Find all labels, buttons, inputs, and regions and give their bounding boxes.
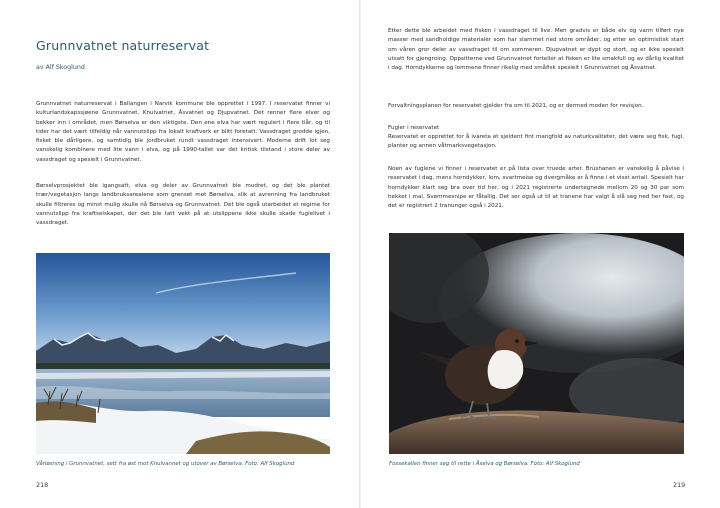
dipper-bird-photo	[389, 233, 684, 454]
article-title: Grunnvatnet naturreservat	[36, 38, 210, 53]
body-paragraph-3: Etter dette ble arbeidet med fisken i vassdraget til live. Men gradvis er både elv og vann tilført nye masser med sandholdige materialer som har slammet ned store områder, og etter en optimistisk start om våren gror deler av vassdraget til om sommeren. Djupvatnet er dypt og stort, og er ikke spesielt utsatt for gjengroing. Oppsitterne ved Grunnvatnet forteller at fisken er lite smakfull og av dårlig kvalitet i dag. Horndykkerne og lommene finner rikelig med småfisk spesielt i Grunnvatnet og Åsvatnet.	[388, 28, 684, 72]
page-number-right: 219	[673, 481, 686, 489]
far-shore	[36, 363, 330, 369]
lake-landscape-photo	[36, 253, 330, 454]
photo-caption-right: Fossekallen finner seg til rette i Åselva og Børselva. Foto: Alf Skoglund	[389, 461, 580, 467]
bird-eye	[515, 339, 519, 343]
body-paragraph-2: Børselvprosjektet ble igangsatt, elva og deler av Grunnvatnet ble mudret, og det ble plantet trær/vegetasjon langs landbruksarealene som grenset mot Børselva, slik at avrenning fra landbruket skulle filtreres og minst mulig skulle nå Børselva og Grunnvatnet. Det ble også utarbeidet et regime for vannutslipp fra kraftselskapet, der det ble tatt vekt på at utslippene ikke skulle skade fuglelivet i vassdraget.	[36, 183, 330, 227]
body-paragraph-6: Noen av fuglene vi finner i reservatet er på lista over truede arter. Brushanen er vanskelig å påvise i reservatet i dag, mens horndykker, lom, svartmeise og dvergmåke er å finne i et visst antall. Spesielt har horndykker klart seg bra over tid her, og i 2021 registrerte undertegnede mellom 20 og 30 par som hekket i mai. Svømmesnipe er fåtallig. Det ser også ut til at tranene har valgt å slå seg ned her fast, og det er registrert 2 tranunger også i 2021.	[388, 166, 684, 210]
right-page	[360, 0, 720, 508]
dipper-illustration	[389, 233, 684, 454]
lake-landscape-illustration	[36, 253, 330, 454]
photo-caption-left: Vårløsning i Grunnvatnet, sett fra øst mot Knulvannet og utover av Børselva. Foto: Alf Skoglund	[36, 461, 295, 467]
page-number-left: 218	[36, 481, 49, 489]
body-paragraph-1: Grunnvatnet naturreservat i Ballangen i Narvik kommune ble opprettet i 1997. I reservatet finner vi kulturlandskapssjøene Grunnvatnet, Knulvatnet, Åsvatnet og Djupvatnet. Det renner flere elver og bekker inn i området, men Børselva er den viktigste. Den ene elva har vært regulert i flere tiår, og til tider har det vært tilfeldig når vannutslipp fra lokalt kraftverk er blitt foretatt. Vassdraget grodde igjen, fisket ble dårligere, og samtidig ble jordbruket rundt vassdraget intensivert. Moderne drift lot seg vanskelig kombinere med lite vann i elva, og på 1990-tallet var det kritisk tilstand i store deler av vassdraget og spesielt i Grunnvatnet.	[36, 101, 330, 163]
body-paragraph-5: Reservatet er opprettet for å ivareta et sjeldent fint mangfold av naturkvaliteter, det være seg fisk, fugl, planter og annen våtmarksvegetasjon.	[388, 134, 684, 150]
section-heading-birds: Fugler i reservatet	[388, 125, 440, 131]
body-paragraph-4: Forvaltningsplanen for reservatet gjelder fra om til 2021, og er dermed moden for revisjon.	[388, 103, 644, 109]
author-byline: av Alf Skoglund	[36, 64, 85, 71]
